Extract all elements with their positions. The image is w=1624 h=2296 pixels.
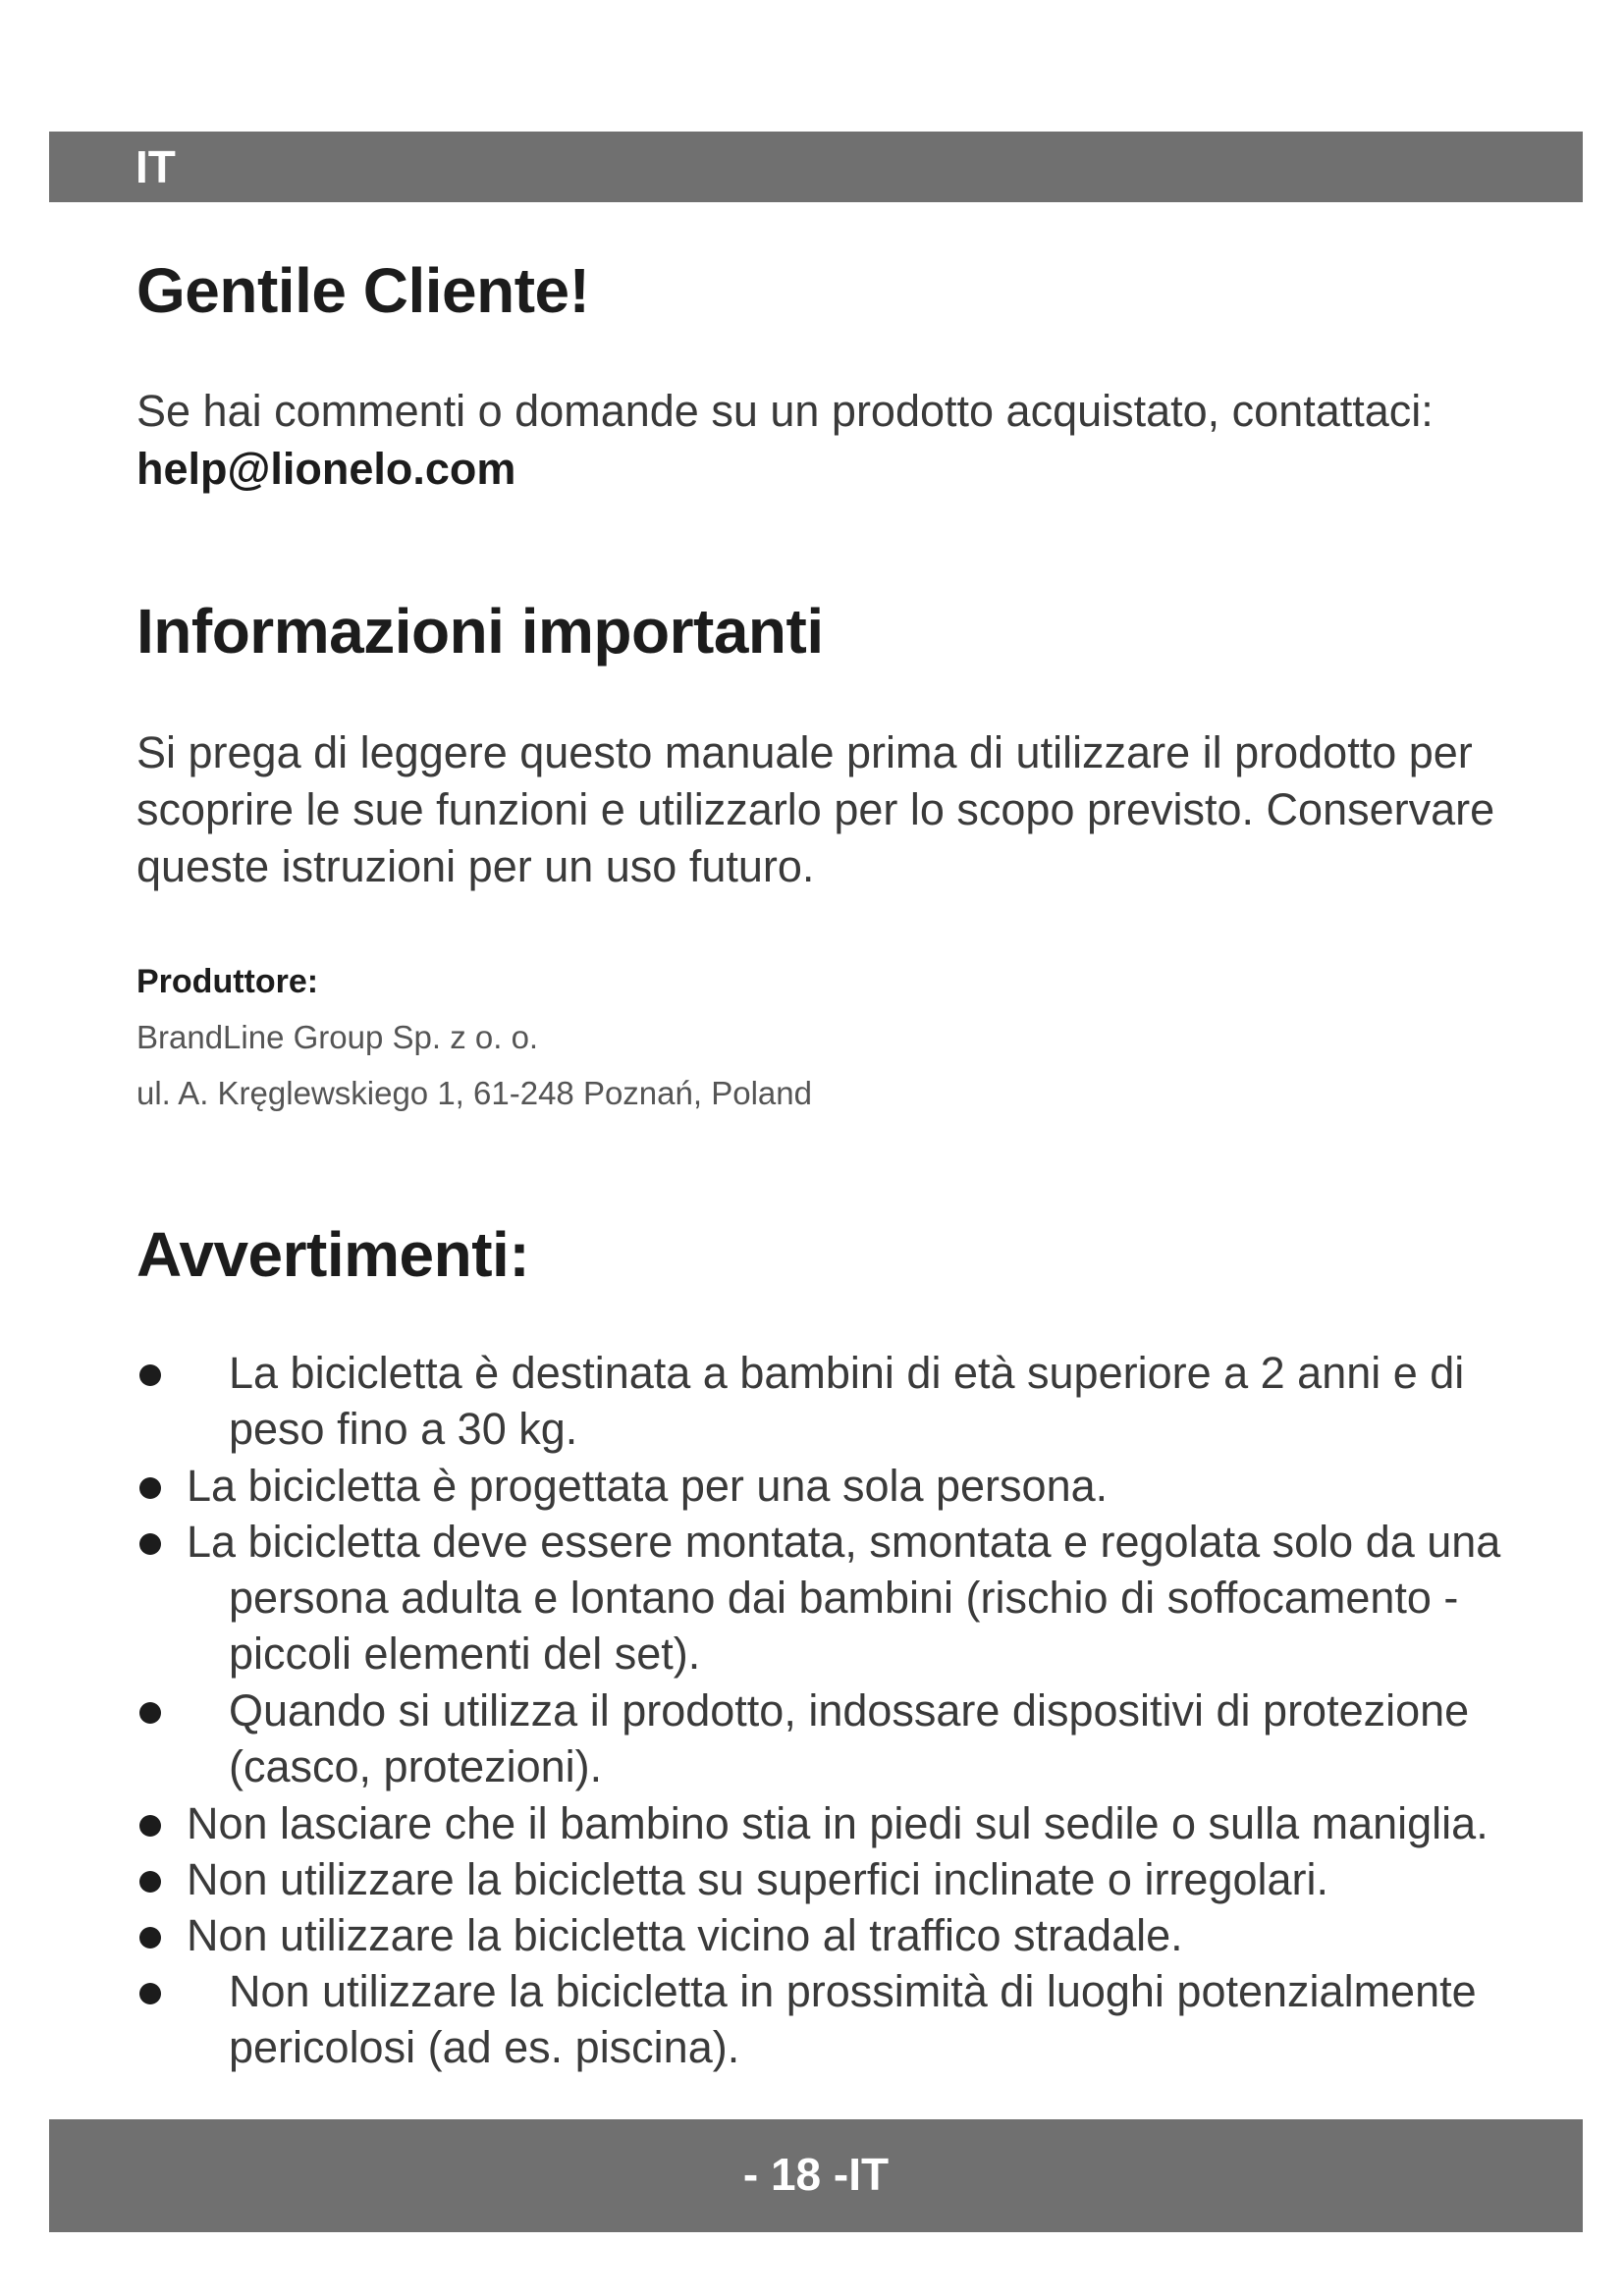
warning-item-line: Non utilizzare la bicicletta su superfici inclinate o irregolari. <box>187 1854 1329 1904</box>
warning-item-line: La bicicletta è destinata a bambini di età superiore a 2 anni e di <box>229 1348 1465 1398</box>
bullet-icon <box>139 1983 161 2004</box>
warning-item-line: Non lasciare che il bambino stia in piedi sul sedile o sulla maniglia. <box>187 1798 1489 1848</box>
bullet-icon <box>139 1364 161 1386</box>
warning-item-line: La bicicletta è progettata per una sola persona. <box>187 1461 1109 1511</box>
warning-item-line: Quando si utilizza il prodotto, indossare dispositivi di protezione <box>229 1685 1470 1735</box>
warning-item-line: Non utilizzare la bicicletta in prossimità di luoghi potenzialmente <box>229 1966 1477 2016</box>
important-line-1: Si prega di leggere questo manuale prima di utilizzare il prodotto per <box>136 727 1473 777</box>
warning-item-line: persona adulta e lontano dai bambini (rischio di soffocamento - <box>229 1573 1459 1623</box>
important-line-2: scoprire le sue funzioni e utilizzarlo per lo scopo previsto. Conservare <box>136 784 1495 834</box>
warning-item-line: Non utilizzare la bicicletta vicino al traffico stradale. <box>187 1910 1183 1960</box>
warnings-title: Avvertimenti: <box>136 1219 530 1290</box>
warning-item-line: La bicicletta deve essere montata, smontata e regolata solo da una <box>187 1517 1501 1567</box>
bullet-icon <box>139 1871 161 1893</box>
important-title: Informazioni importanti <box>136 596 824 667</box>
language-code: IT <box>135 141 176 192</box>
manufacturer-address: ul. A. Kręglewskiego 1, 61-248 Poznań, Poland <box>136 1075 812 1111</box>
bullet-icon <box>139 1927 161 1949</box>
warning-item-line: (casco, protezioni). <box>229 1741 603 1791</box>
header-bar <box>49 132 1583 202</box>
greeting-text: Se hai commenti o domande su un prodotto acquistato, contattaci: <box>136 386 1434 436</box>
important-line-3: queste istruzioni per un uso futuro. <box>136 841 815 891</box>
bullet-icon <box>139 1815 161 1837</box>
bullet-icon <box>139 1477 161 1499</box>
bullet-icon <box>139 1702 161 1724</box>
bullet-icon <box>139 1533 161 1555</box>
warning-item-line: pericolosi (ad es. piscina). <box>229 2022 740 2072</box>
page-number: - 18 -IT <box>742 2149 890 2200</box>
warning-item-line: peso fino a 30 kg. <box>229 1404 578 1454</box>
contact-email: help@lionelo.com <box>136 444 516 494</box>
manufacturer-label: Produttore: <box>136 963 319 1000</box>
manufacturer-name: BrandLine Group Sp. z o. o. <box>136 1019 539 1055</box>
warning-item-line: piccoli elementi del set). <box>229 1629 701 1679</box>
greeting-title: Gentile Cliente! <box>136 255 590 326</box>
footer-bar <box>49 2119 1583 2232</box>
